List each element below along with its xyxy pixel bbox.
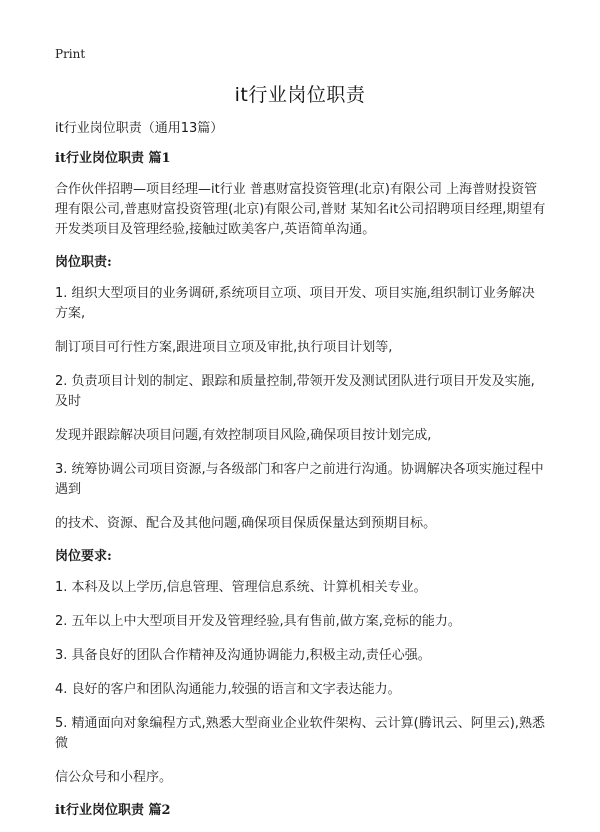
document-subtitle: it行业岗位职责（通用13篇） [55,121,224,136]
intro-paragraph: 合作伙伴招聘—项目经理—it行业 普惠财富投资管理(北京)有限公司 上海普财投资管理有限公司,普惠财富投资管理(北京)有限公司,普财 某知名it公司招聘项目经理,期望有开发类项目及管理经验,接触过欧美客户,英语简单沟通。 [55,182,546,237]
duties-heading: 岗位职责: [55,255,112,270]
requirement-item: 1. 本科及以上学历,信息管理、管理信息系统、计算机相关专业。 [55,580,427,595]
article-body [55,120,547,832]
requirement-item: 2. 五年以上中大型项目开发及管理经验,具有售前,做方案,竞标的能力。 [55,614,461,629]
duty-item: 2. 负责项目计划的制定、跟踪和质量控制,带领开发及测试团队进行项目开发及实施,及时 [55,374,535,409]
duty-item: 的技术、资源、配合及其他问题,确保项目保质保量达到预期目标。 [55,516,437,531]
requirements-heading: 岗位要求: [55,549,112,564]
requirement-item: 信公众号和小程序。 [55,770,173,785]
duty-item: 制订项目可行性方案,跟进项目立项及审批,执行项目计划等, [55,340,393,355]
duty-item: 3. 统筹协调公司项目资源,与各级部门和客户之前进行沟通。协调解决各项实施过程中遇到 [55,462,544,497]
requirement-item: 3. 具备良好的团队合作精神及沟通协调能力,积极主动,责任心强。 [55,648,431,663]
article-1-heading: it行业岗位职责 篇1 [55,151,171,166]
requirement-item: 5. 精通面向对象编程方式,熟悉大型商业企业软件架构、云计算(腾讯云、阿里云),熟悉微 [55,716,545,751]
duty-item: 发现并跟踪解决项目问题,有效控制项目风险,确保项目按计划完成, [55,428,432,443]
duty-item: 1. 组织大型项目的业务调研,系统项目立项、项目开发、项目实施,组织制订业务解决方案, [55,286,535,321]
article-2-heading: it行业岗位职责 篇2 [55,803,171,818]
page-title: it行业岗位职责 [234,84,366,106]
requirement-item: 4. 良好的客户和团队沟通能力,较强的语言和文字表达能力。 [55,682,401,697]
print-label: Print [55,47,86,61]
